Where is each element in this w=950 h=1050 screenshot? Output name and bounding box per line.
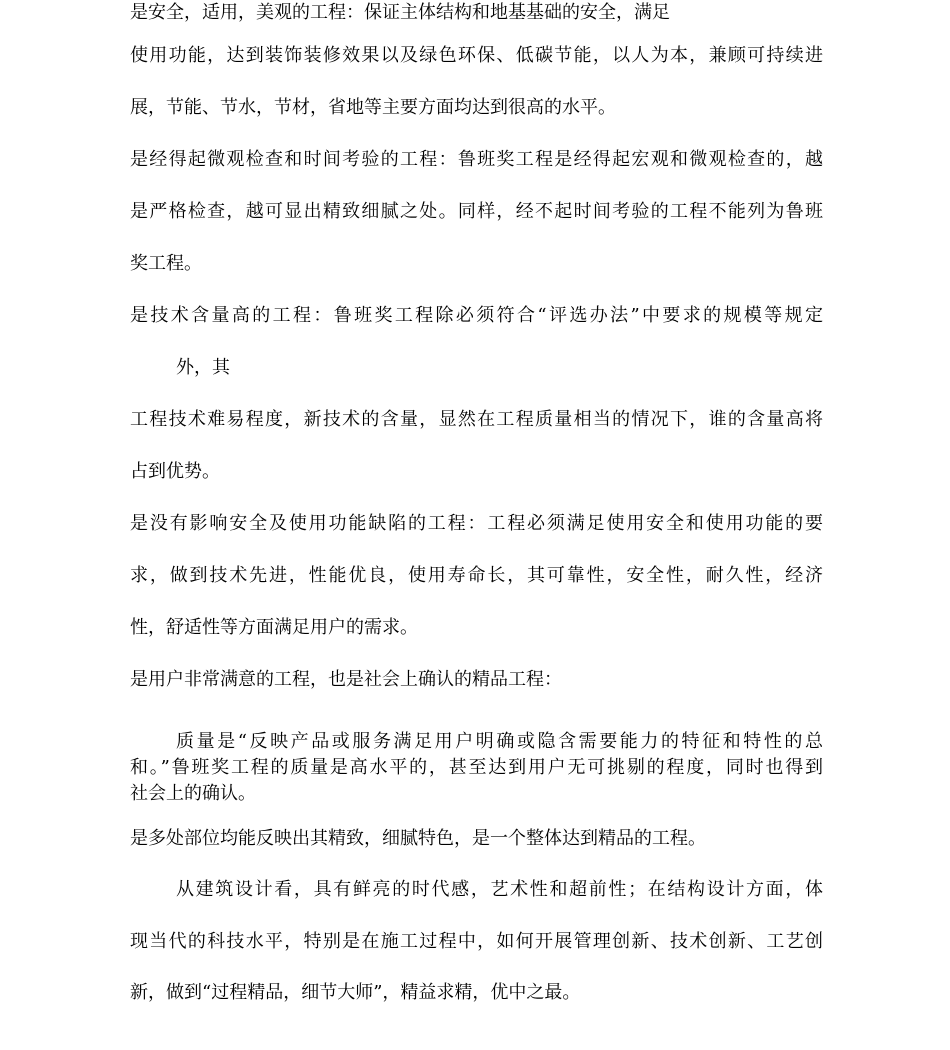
text-line: 是技术含量高的工程：鲁班奖工程除必须符合“评选办法”中要求的规模等规定 (130, 305, 823, 326)
text-line: 现当代的科技水平，特别是在施工过程中，如何开展管理创新、技术创新、工艺创 (130, 931, 823, 952)
text-line: 是经得起微观检查和时间考验的工程：鲁班奖工程是经得起宏观和微观检查的，越 (130, 149, 823, 170)
text-line: 是严格检查，越可显出精致细腻之处。同样，经不起时间考验的工程不能列为鲁班 (130, 201, 823, 222)
text-line: 展，节能、节水，节材，省地等主要方面均达到很高的水平。 (130, 97, 616, 118)
text-line: 是多处部位均能反映出其精致，细腻特色，是一个整体达到精品的工程。 (130, 828, 706, 849)
text-line: 是没有影响安全及使用功能缺陷的工程：工程必须满足使用安全和使用功能的要 (130, 513, 823, 534)
text-line: 外，其 (176, 357, 230, 378)
text-line: 是安全，适用，美观的工程：保证主体结构和地基基础的安全，满足 (130, 2, 670, 23)
text-line: 社会上的确认。 (130, 783, 256, 804)
text-line: 性，舒适性等方面满足用户的需求。 (130, 617, 418, 638)
quality-paragraph (130, 729, 823, 807)
text-line: 从建筑设计看，具有鲜亮的时代感，艺术性和超前性；在结构设计方面，体 (176, 879, 823, 900)
text-line: 占到优势。 (130, 461, 220, 482)
text-line: 是用户非常满意的工程，也是社会上确认的精品工程： (130, 669, 562, 690)
text-line: 使用功能，达到装饰装修效果以及绿色环保、低碳节能，以人为本，兼顾可持续进 (130, 45, 823, 66)
text-line: 质量是“反映产品或服务满足用户明确或隐含需要能力的特征和特性的总 (176, 731, 823, 752)
text-line: 工程技术难易程度，新技术的含量，显然在工程质量相当的情况下，谁的含量高将 (130, 409, 823, 430)
text-line: 奖工程。 (130, 253, 202, 274)
text-line: 和。”鲁班奖工程的质量是高水平的，甚至达到用户无可挑剔的程度，同时也得到 (130, 757, 823, 778)
text-line: 新，做到“过程精品，细节大师”，精益求精，优中之最。 (130, 982, 581, 1003)
text-line: 求，做到技术先进，性能优良，使用寿命长，其可靠性，安全性，耐久性，经济 (130, 565, 823, 586)
